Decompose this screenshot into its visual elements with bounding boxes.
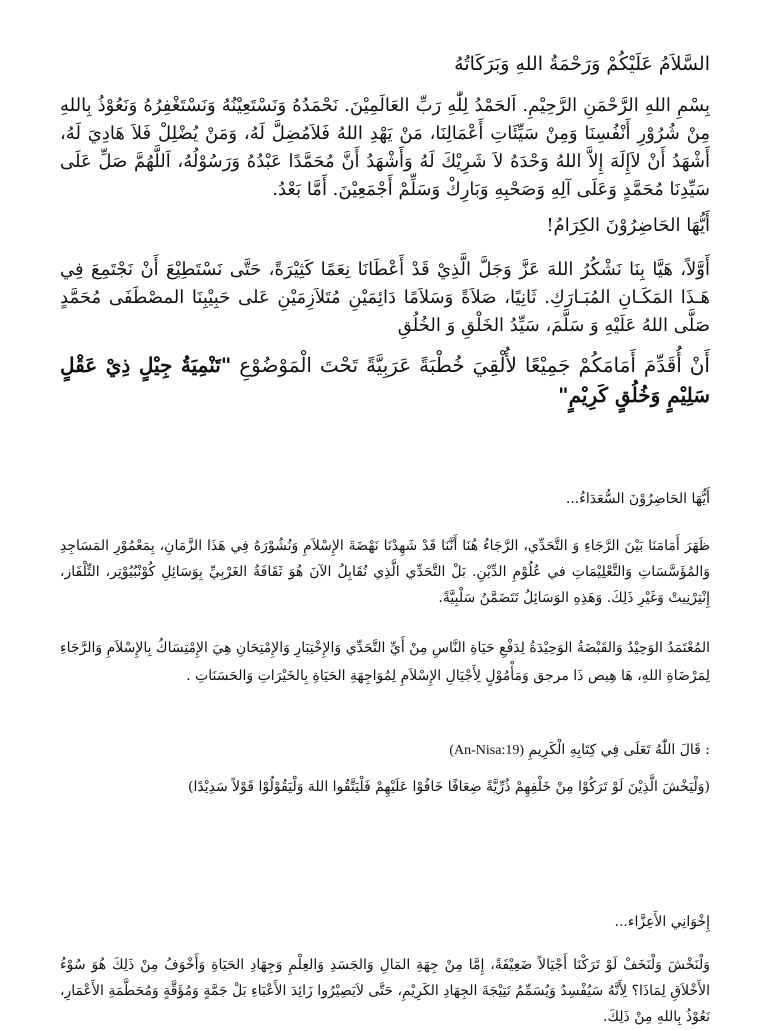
- paragraph-reliance: المُعْتَمَدُ الوَحِيْدُ وَالقَبْضَةُ الوَحِيْدَةُ لِدَفْعِ حَيَاةِ النَّاسِ مِنْ أَيِّ التَّحَدِّي وَالإِخْتِبَارِ وَالإِمْتِحَانِ هِيَ الإِمْتِسَاكُ بِالإِسْلاَمِ وَالرَّجَاءِ لِمَرْضَاةِ اللهِ، هَا هِيص ذَا مرجق وَمَأْمُوْلٍ لِأَجْيَالِ الإِسْلاَمِ لِمُوَاجِهَةِ الحَيَاةِ بِالخَيْرَاتِ وَالحَسَنَاتِ .: [60, 640, 710, 684]
- opening-basmala: بِسْمِ اللهِ الرَّحْمَنِ الرَّحِيْمِ. اَلحَمْدُ لِلّٰهِ رَبِّ العَالَمِيْنَ. نَحْمَدُهُ وَنَسْتَعِيْنُهُ وَنَسْتَغْفِرُهُ وَنَعُوْذُ بِاللهِ مِنْ شُرُوْرِ أَنْفُسِنَا وَمِنْ سَيِّئَاتِ أَعْمَالِنَا، مَنْ يَهْدِ اللهُ فَلاَمُضِلَّ لَهُ، وَمَنْ يُضْلِلْ فَلاَ هَادِيَ لَهُ، أَشْهَدُ أَنْ لاَإِلَهَ إِلاَّ اللهُ وَحْدَهُ لاَ شَرِيْكَ لَهُ وَأَشْهَدُ أَنَّ مُحَمَّدًا عَبْدُهُ وَرَسُوْلُهُ، اَللَّهُمَّ صَلِّ عَلَى سَيِّدِنَا مُحَمَّدٍ وَعَلَى آلِهِ وَصَحْبِهِ وَبَارِكْ وَسَلِّمْ أَجْمَعِيْنَ. أَمَّا بَعْدُ.: [60, 95, 710, 200]
- paragraph-fear: وَلْنَخْشَ وَلْنَخَفْ لَوْ تَرَكْنَا أَجْيَالاً ضَعِيْفَةً، إِمَّا مِنْ جِهَةِ المَالِ وَالجَسَدِ وَالعِلْمِ وَجِهَادِ الحَيَاةِ وَأَخْوَفُ مِنْ ذَلِكَ هُوَ سُوْءُ الأَخْلاَقِ لِمَاذَا؟ لِأَنَّهُ سَيُفْسِدُ وَيُسَمِّمُ نَتِيْجَةَ الجِهَادِ الكَرِيْمِ، حَتَّى لاَيَصِيْرُوا زَائِدَ الأَعْبَاءِ بَلْ جَمَّةٍ وَمُؤَقَّةٍ وَمُحَطَّمَةِ الأَعْمَارِ، نَعُوْذُ بِاللهِ مِنْ ذَلِكَ.: [60, 957, 710, 1025]
- address-heading-2: أَيُّهَا الحَاضِرُوْنَ السُّعَدَاءُ...: [565, 491, 710, 507]
- quote-intro-text: : قَالَ اللّٰهُ تَعَلَى فِي كِتَابِهِ الْكَرِيمِ: [528, 742, 710, 758]
- speech-intro: [60, 350, 710, 410]
- quote-intro: [60, 738, 710, 763]
- quote-reference: (An-Nisa:19): [449, 743, 524, 758]
- address-heading-1: أَيُّهَا الحَاضِرُوْنَ الكِرَامُ!: [546, 215, 710, 236]
- greeting: السَّلاَمُ عَلَيْكُمْ وَرَحْمَةُ اللهِ وَبَرَكَاتُهُ: [454, 53, 710, 75]
- address-heading-3: إِخْوَانِي الأَعِزَّاء...: [614, 914, 710, 930]
- quran-verse: (وَلْيَخْشَ الَّذِيْنَ لَوْ تَرَكُوْا مِنْ خَلْفِهِمْ ذُرِّيَّةً ضِعَافًا خَافُوْا عَلَيْهِمْ فَلْيَتَّقُوا اللهَ وَلْيَقُوْلُوْا قَوْلاً سَدِيْدًا): [188, 779, 710, 795]
- speech-title: "تَنْمِيَةُ جِيْلٍ ذِيْ عَقْلٍ سَلِيْمٍ وَخُلُقٍ كَرِيْمٍ": [60, 353, 710, 407]
- intro-text: أَنْ أُقَدِّمَ أَمَامَكُمْ جَمِيْعًا لأُلْقِيَ خُطْبَةً عَرَبِيَّةً تَحْتَ الْمَوْضُوْعِ: [239, 353, 710, 377]
- paragraph-challenge: ظَهَرَ أَمَامَنَا بَيْنَ الرَّجَاءِ وَ التَّحَدِّي، الرَّجَاءُ هُنَا أَنَّنَا قَدْ شَهِدْنَا نَهْضَةَ الإِسْلاَمِ وَنُشُوْرَهُ فِي هَذَا الزَّمَانِ، بِمَعْمُوْرِ المَسَاجِدِ وَالمُؤَسَّسَاتِ وَالتَّعْلِيْمَاتِ في عُلُوْمِ الدِّيْنِ. بَلْ التَّحَدِّي الَّذِي نُقَابِلُ الآنَ هُوَ ثَقَافَةُ الغَرْبِيِّ بِوَسَائِلِ كُوْنْبُيُوْتِر، التِّلْفَاز، إِنْتِرْنِيتْ وَغَيْرِ ذَلِكَ. وَهَذِهِ الوَسَائِلُ تَتَضَمَّنُ سَلْبِيَّةً.: [60, 538, 710, 606]
- paragraph-thanks: أَوَّلاً، هَيَّا بِنَا نَشْكُرُ اللهَ عَزَّ وَجَلَّ الَّذِيْ قَدْ أَعْطَانَا نِعَمًا كَثِيْرَةً، حَتَّى نَسْتَطِيْعَ أَنْ نَجْتَمِعَ فِي هَـذَا المَكَـانِ المُبَـارَكِ. ثَانِيًا، صَلاَةً وَسَلاَمًا دَائِمَيْنِ مُتَلاَزِمَيْنِ عَلى حَبِيْبِنَا المصْطَفَى مُحَمَّدٍ صَلَّى اللهُ عَلَيْهِ وَ سَلَّمَ، سَيِّدُ الخَلْقِ وَ الخُلُقِ: [60, 259, 710, 336]
